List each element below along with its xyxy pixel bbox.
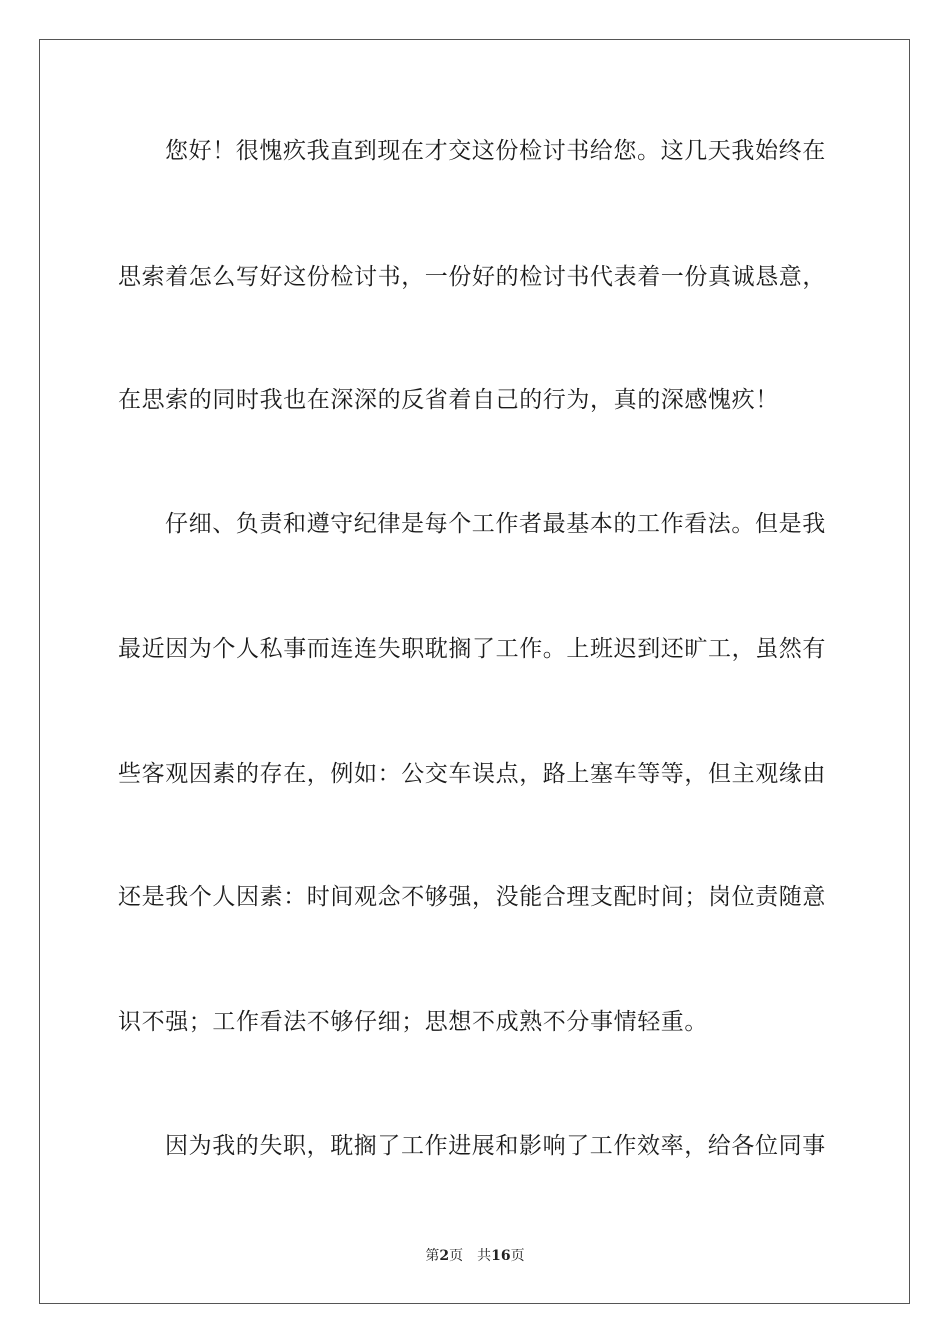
paragraph-line: 您好！很愧疚我直到现在才交这份检讨书给您。这几天我始终在 — [165, 138, 826, 164]
total-suffix: 页 — [510, 1248, 525, 1264]
paragraph-line: 最近因为个人私事而连连失职耽搁了工作。上班迟到还旷工，虽然有 — [118, 636, 826, 662]
page-footer — [0, 1247, 950, 1265]
page-suffix: 页 — [449, 1248, 464, 1264]
page-number: 2 — [439, 1248, 450, 1264]
paragraph-line: 识不强；工作看法不够仔细；思想不成熟不分事情轻重。 — [118, 1009, 708, 1035]
page-prefix: 第 — [425, 1248, 440, 1264]
paragraph-line: 还是我个人因素：时间观念不够强，没能合理支配时间；岗位责随意 — [118, 884, 826, 910]
paragraph-line: 思索着怎么写好这份检讨书，一份好的检讨书代表着一份真诚恳意， — [118, 264, 826, 290]
paragraph-line: 些客观因素的存在，例如：公交车误点，路上塞车等等，但主观缘由 — [118, 761, 826, 787]
page-frame — [39, 39, 910, 1304]
total-prefix: 共 — [477, 1248, 492, 1264]
paragraph-line: 因为我的失职，耽搁了工作进展和影响了工作效率，给各位同事 — [165, 1133, 826, 1159]
paragraph-line: 仔细、负责和遵守纪律是每个工作者最基本的工作看法。但是我 — [165, 511, 826, 537]
paragraph-line: 在思索的同时我也在深深的反省着自己的行为，真的深感愧疚！ — [118, 387, 779, 413]
total-pages: 16 — [491, 1248, 511, 1264]
